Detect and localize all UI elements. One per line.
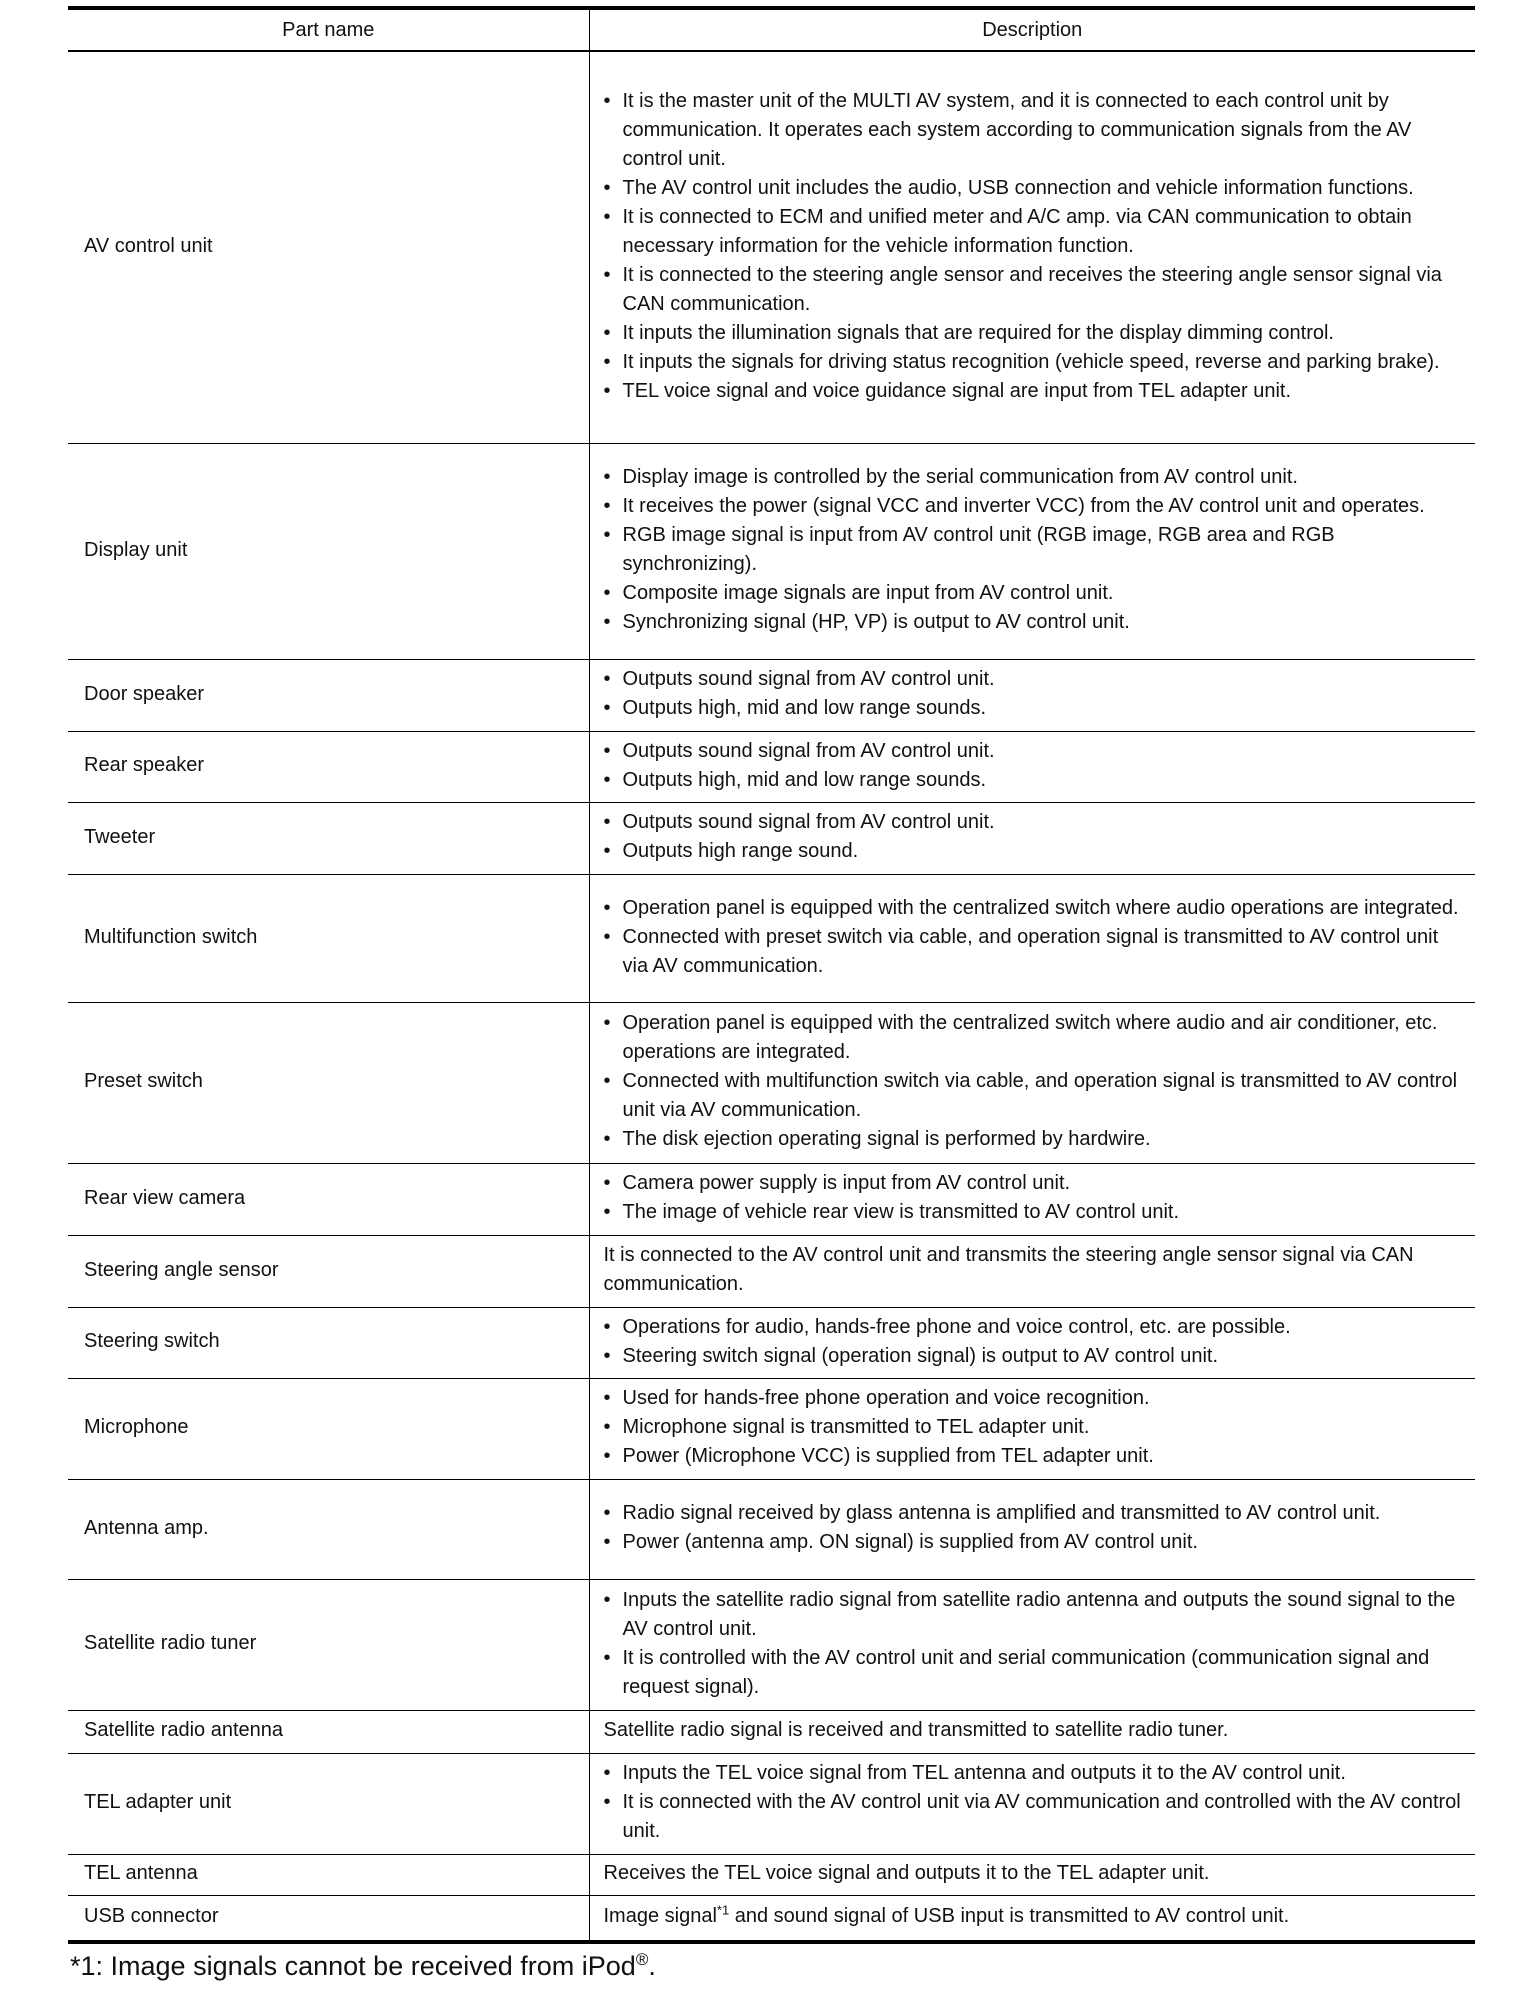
description-text: Satellite radio signal is received and transmitted to satellite radio tuner. — [603, 1719, 1229, 1741]
description-bullet: • Outputs high, mid and low range sounds. — [604, 766, 1468, 795]
description-cell — [589, 1854, 1475, 1895]
footnote-reference: *1 — [716, 1902, 730, 1918]
description-cell — [589, 1002, 1475, 1163]
description-bullet-list — [604, 1586, 1468, 1702]
description-cell — [589, 1710, 1475, 1753]
table-row — [68, 1235, 1475, 1307]
description-bullet: • Composite image signals are input from AV control unit. — [604, 579, 1468, 608]
column-header-description: Description — [589, 8, 1475, 51]
description-cell — [589, 1307, 1475, 1378]
description-bullet-list — [604, 808, 1468, 866]
table-row — [68, 1002, 1475, 1163]
table-row — [68, 1163, 1475, 1235]
description-bullet: • Outputs sound signal from AV control unit. — [604, 737, 1468, 766]
part-name-cell: Microphone — [68, 1378, 589, 1479]
description-bullet: • It inputs the illumination signals that are required for the display dimming control. — [604, 319, 1468, 348]
description-bullet: • It receives the power (signal VCC and inverter VCC) from the AV control unit and operates. — [604, 492, 1468, 521]
description-bullet: • Power (Microphone VCC) is supplied from TEL adapter unit. — [604, 1442, 1468, 1471]
description-bullet-list — [604, 1384, 1468, 1471]
description-text: Image signal — [603, 1905, 717, 1928]
table-row — [68, 731, 1475, 802]
table-row — [68, 1579, 1475, 1710]
part-name-cell: Steering angle sensor — [68, 1235, 589, 1307]
description-bullet: • Display image is controlled by the serial communication from AV control unit. — [604, 463, 1468, 492]
description-bullet: • It is connected to ECM and unified meter and A/C amp. via CAN communication to obtain necessary information for the vehicle information function. — [604, 203, 1468, 261]
description-cell — [589, 802, 1475, 874]
footnote-end: . — [648, 1951, 656, 1981]
part-name-cell: Multifunction switch — [68, 874, 589, 1002]
description-bullet: • Inputs the satellite radio signal from satellite radio antenna and outputs the sound signal to the AV control unit. — [604, 1586, 1468, 1644]
table-row — [68, 443, 1475, 659]
description-bullet: • RGB image signal is input from AV control unit (RGB image, RGB area and RGB synchronizing). — [604, 521, 1468, 579]
registered-mark: ® — [635, 1950, 649, 1969]
part-name-cell: AV control unit — [68, 51, 589, 443]
description-bullet: • It is connected with the AV control unit via AV communication and controlled with the AV control unit. — [604, 1788, 1468, 1846]
table-row — [68, 802, 1475, 874]
description-cell — [589, 1479, 1475, 1579]
part-name-cell: Antenna amp. — [68, 1479, 589, 1579]
description-bullet-list — [604, 463, 1468, 637]
part-name-cell: Satellite radio tuner — [68, 1579, 589, 1710]
description-bullet: • Connected with preset switch via cable, and operation signal is transmitted to AV control unit via AV communication. — [604, 923, 1468, 981]
description-cell — [589, 874, 1475, 1002]
description-bullet: • Steering switch signal (operation signal) is output to AV control unit. — [604, 1342, 1468, 1371]
description-bullet: • It is controlled with the AV control unit and serial communication (communication signal and request signal). — [604, 1644, 1468, 1702]
description-bullet: • It inputs the signals for driving status recognition (vehicle speed, reverse and parking brake). — [604, 348, 1468, 377]
description-bullet: • The image of vehicle rear view is transmitted to AV control unit. — [604, 1198, 1468, 1227]
description-cell — [589, 659, 1475, 731]
description-bullet: • TEL voice signal and voice guidance signal are input from TEL adapter unit. — [604, 377, 1468, 406]
part-name-cell: Rear speaker — [68, 731, 589, 802]
part-name-cell: Rear view camera — [68, 1163, 589, 1235]
description-text: Receives the TEL voice signal and outputs it to the TEL adapter unit. — [603, 1862, 1210, 1884]
table-row — [68, 1895, 1475, 1942]
description-cell — [589, 1235, 1475, 1307]
description-bullet: • Radio signal received by glass antenna is amplified and transmitted to AV control unit. — [604, 1499, 1468, 1528]
description-bullet: • Camera power supply is input from AV control unit. — [604, 1169, 1468, 1198]
table-row — [68, 1378, 1475, 1479]
part-name-cell: TEL adapter unit — [68, 1753, 589, 1854]
description-bullet: • Synchronizing signal (HP, VP) is output to AV control unit. — [604, 608, 1468, 637]
description-bullet: • Outputs sound signal from AV control unit. — [604, 808, 1468, 837]
description-cell — [589, 51, 1475, 443]
table-row — [68, 1854, 1475, 1895]
description-bullet-list — [604, 737, 1468, 795]
description-bullet: • Inputs the TEL voice signal from TEL antenna and outputs it to the AV control unit. — [604, 1759, 1468, 1788]
description-text: It is connected to the AV control unit and transmits the steering angle sensor signal via CAN communication. — [603, 1244, 1414, 1295]
description-bullet: • Microphone signal is transmitted to TEL adapter unit. — [604, 1413, 1468, 1442]
footnote — [70, 1950, 656, 1982]
description-bullet: • The disk ejection operating signal is performed by hardwire. — [604, 1125, 1468, 1154]
table-row — [68, 874, 1475, 1002]
description-bullet: • Operation panel is equipped with the centralized switch where audio operations are integrated. — [604, 894, 1468, 923]
description-cell — [589, 1753, 1475, 1854]
parts-description-table — [68, 6, 1475, 1944]
description-bullet-list — [604, 87, 1468, 406]
table-row — [68, 659, 1475, 731]
part-name-cell: Preset switch — [68, 1002, 589, 1163]
description-bullet-list — [604, 1009, 1468, 1154]
footnote-text: *1: Image signals cannot be received from iPod — [70, 1951, 636, 1981]
description-bullet: • Outputs high, mid and low range sounds. — [604, 694, 1468, 723]
description-bullet-list — [604, 1313, 1468, 1371]
table-row — [68, 1479, 1475, 1579]
part-name-cell: Satellite radio antenna — [68, 1710, 589, 1753]
table-row — [68, 51, 1475, 443]
description-bullet: • Outputs high range sound. — [604, 837, 1468, 866]
description-bullet: • It is connected to the steering angle sensor and receives the steering angle sensor signal via CAN communication. — [604, 261, 1468, 319]
column-header-part-name: Part name — [282, 18, 375, 41]
description-bullet: • Outputs sound signal from AV control unit. — [604, 665, 1468, 694]
description-bullet-list — [604, 1759, 1468, 1846]
description-bullet: • Power (antenna amp. ON signal) is supplied from AV control unit. — [604, 1528, 1468, 1557]
description-bullet-list — [604, 894, 1468, 981]
description-cell — [589, 1579, 1475, 1710]
description-bullet: • Used for hands-free phone operation and voice recognition. — [604, 1384, 1468, 1413]
table-row — [68, 1307, 1475, 1378]
description-bullet-list — [604, 1499, 1468, 1557]
part-name-cell: TEL antenna — [68, 1854, 589, 1895]
description-bullet-list — [604, 1169, 1468, 1227]
description-text-continued: and sound signal of USB input is transmitted to AV control unit. — [729, 1905, 1290, 1928]
description-cell — [589, 1378, 1475, 1479]
part-name-cell: Door speaker — [68, 659, 589, 731]
part-name-cell: USB connector — [68, 1895, 589, 1942]
description-bullet: • The AV control unit includes the audio, USB connection and vehicle information functions. — [604, 174, 1468, 203]
table-header-row — [68, 8, 1475, 51]
description-bullet: • Operations for audio, hands-free phone and voice control, etc. are possible. — [604, 1313, 1468, 1342]
table-row — [68, 1753, 1475, 1854]
description-cell — [589, 443, 1475, 659]
description-bullet: • Operation panel is equipped with the centralized switch where audio and air conditioner, etc. operations are integrated. — [604, 1009, 1468, 1067]
description-bullet-list — [604, 665, 1468, 723]
description-bullet: • Connected with multifunction switch via cable, and operation signal is transmitted to AV control unit via AV communication. — [604, 1067, 1468, 1125]
description-cell — [589, 1895, 1475, 1942]
description-cell — [589, 731, 1475, 802]
part-name-cell: Tweeter — [68, 802, 589, 874]
part-name-cell: Steering switch — [68, 1307, 589, 1378]
description-bullet: • It is the master unit of the MULTI AV system, and it is connected to each control unit by communication. It operates each system according to communication signals from the AV control unit. — [604, 87, 1468, 174]
part-name-cell: Display unit — [68, 443, 589, 659]
description-cell — [589, 1163, 1475, 1235]
table-row — [68, 1710, 1475, 1753]
